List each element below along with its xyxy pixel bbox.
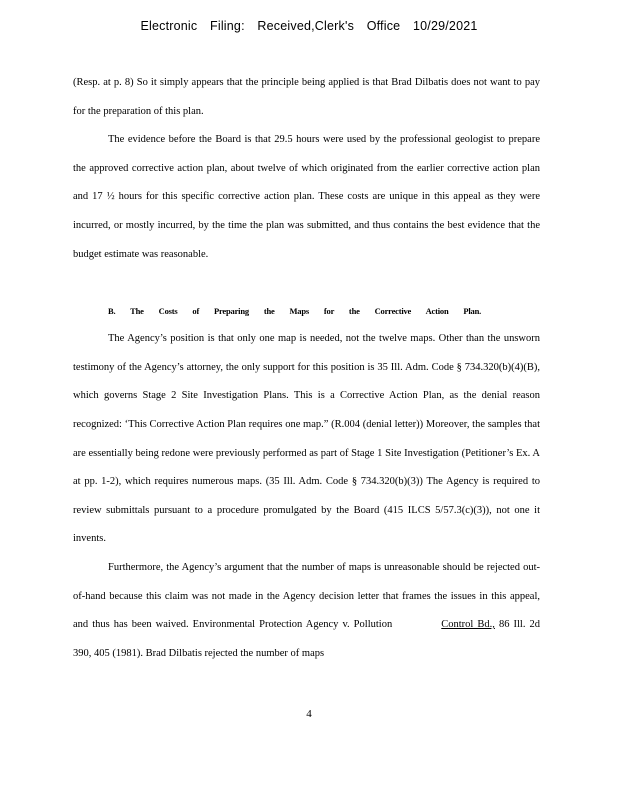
waiver-text: Furthermore, the Agency’s argument that the number of maps is unreasonable should be rejected out-of-hand because this claim was not made in the Agency decision letter that frames the issues in this appeal, and thus has been waived. Environmental Protection Agency v. Pollution xyxy=(73,561,540,631)
citation-continuation: 86 Ill. 2d 390, 405 (1981). Brad Dilbatis rejected the number of maps xyxy=(73,619,541,659)
filing-stamp-header: Electronic Filing: Received,Clerk's Office 10/29/2021 xyxy=(140,19,478,33)
case-citation: Control Bd., xyxy=(441,619,495,631)
paragraph-waiver-argument xyxy=(73,554,540,668)
page-number: 4 xyxy=(306,708,312,720)
document-body xyxy=(73,69,540,668)
section-heading-b: B. The Costs of Preparing the Maps for the Corrective Action Plan. xyxy=(108,306,482,317)
paragraph-evidence-hours: The evidence before the Board is that 29.5 hours were used by the professional geologist to prepare the approved corrective action plan, about twelve of which originated from the earlier corrective action plan and 17 ½ hours for this specific corrective action plan. These costs are unique in this appeal as they were incurred, or mostly incurred, by the time the plan was submitted, and thus contains the best evidence that the budget estimate was reasonable. xyxy=(73,134,540,260)
paragraph-resp-citation: (Resp. at p. 8) So it simply appears that the principle being applied is that Brad Dilbatis does not want to pay for the preparation of this plan. xyxy=(73,77,540,117)
paragraph-agency-position: The Agency’s position is that only one map is needed, not the twelve maps. Other than the unsworn testimony of the Agency’s attorney, the only support for this position is 35 Ill. Adm. Code § 734.320(b)(4)(B), which governs Stage 2 Site Investigation Plans. This is a Corrective Action Plan, as the denial reason recognized: ‘This Corrective Action Plan requires one map.” (R.004 (denial letter)) Moreover, the samples that are essentially being redone were previously performed as part of Stage 1 Site Investigation (Petitioner’s Ex. A at pp. 1-2), which requires numerous maps. (35 Ill. Adm. Code § 734.320(b)(3)) The Agency is required to review submittals pursuant to a procedure promulgated by the Board (415 ILCS 5/57.3(c)(3)), not one it invents. xyxy=(73,333,540,545)
